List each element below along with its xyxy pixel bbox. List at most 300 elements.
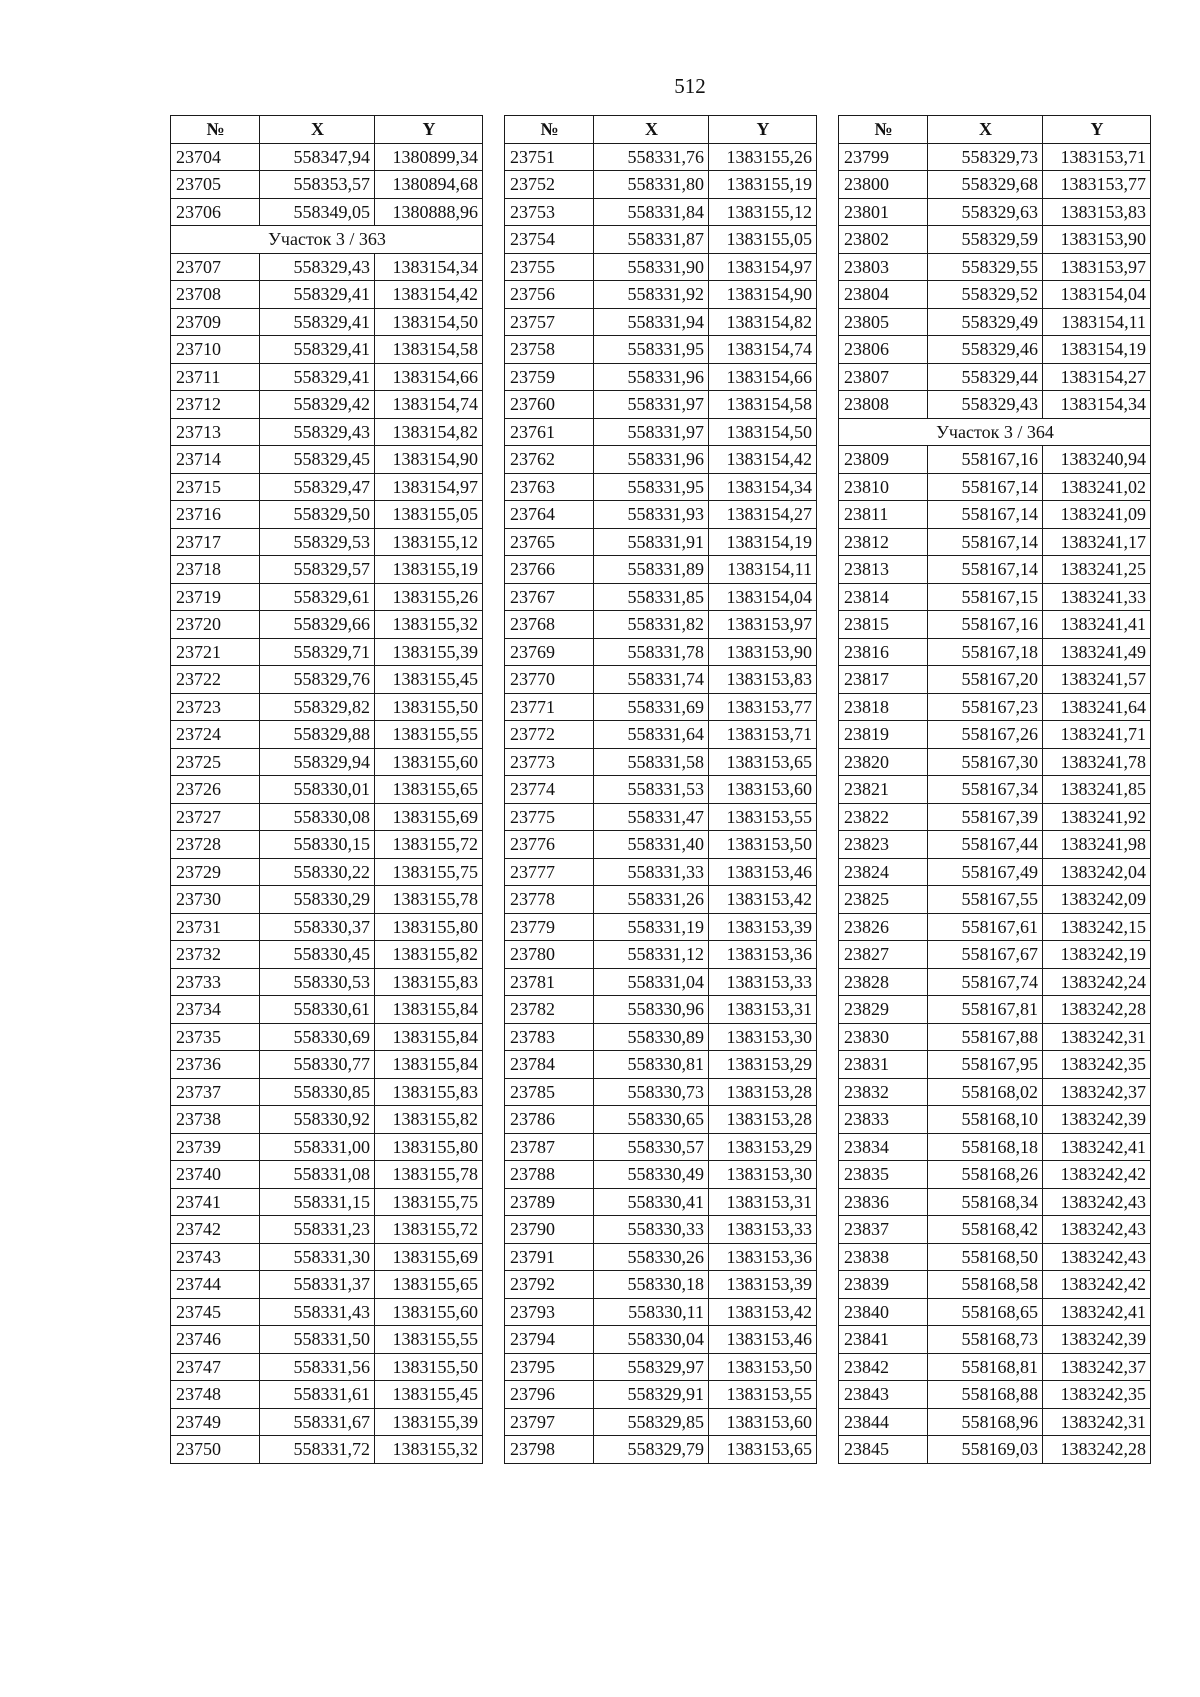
point-number: 23806	[839, 336, 928, 364]
point-number: 23729	[171, 858, 260, 886]
point-number: 23842	[839, 1353, 928, 1381]
table-row	[505, 363, 817, 391]
table-row	[171, 501, 483, 529]
table-header-row	[171, 116, 483, 144]
header-y: Y	[709, 116, 817, 144]
table-row	[505, 1161, 817, 1189]
x-coordinate: 558330,96	[594, 996, 709, 1024]
table-row	[171, 253, 483, 281]
header-x: X	[594, 116, 709, 144]
point-number: 23757	[505, 308, 594, 336]
point-number: 23797	[505, 1408, 594, 1436]
point-number: 23734	[171, 996, 260, 1024]
point-number: 23781	[505, 968, 594, 996]
y-coordinate: 1383155,84	[375, 996, 483, 1024]
table-row	[839, 1188, 1151, 1216]
section-title: Участок 3 / 364	[839, 418, 1151, 446]
point-number: 23713	[171, 418, 260, 446]
table-row	[171, 418, 483, 446]
point-number: 23796	[505, 1381, 594, 1409]
x-coordinate: 558331,97	[594, 418, 709, 446]
x-coordinate: 558331,94	[594, 308, 709, 336]
y-coordinate: 1383153,36	[709, 941, 817, 969]
x-coordinate: 558167,39	[928, 803, 1043, 831]
point-number: 23798	[505, 1436, 594, 1464]
table-row	[505, 638, 817, 666]
x-coordinate: 558330,01	[260, 776, 375, 804]
x-coordinate: 558331,74	[594, 666, 709, 694]
x-coordinate: 558330,81	[594, 1051, 709, 1079]
x-coordinate: 558330,04	[594, 1326, 709, 1354]
x-coordinate: 558329,97	[594, 1353, 709, 1381]
y-coordinate: 1383153,39	[709, 1271, 817, 1299]
point-number: 23801	[839, 198, 928, 226]
point-number: 23783	[505, 1023, 594, 1051]
table-row	[171, 996, 483, 1024]
x-coordinate: 558329,68	[928, 171, 1043, 199]
point-number: 23738	[171, 1106, 260, 1134]
point-number: 23815	[839, 611, 928, 639]
point-number: 23773	[505, 748, 594, 776]
x-coordinate: 558331,72	[260, 1436, 375, 1464]
x-coordinate: 558167,34	[928, 776, 1043, 804]
point-number: 23843	[839, 1381, 928, 1409]
y-coordinate: 1383154,50	[709, 418, 817, 446]
point-number: 23731	[171, 913, 260, 941]
point-number: 23844	[839, 1408, 928, 1436]
y-coordinate: 1383155,83	[375, 968, 483, 996]
y-coordinate: 1383154,34	[1043, 391, 1151, 419]
point-number: 23839	[839, 1271, 928, 1299]
point-number: 23802	[839, 226, 928, 254]
table-row	[839, 253, 1151, 281]
y-coordinate: 1383242,15	[1043, 913, 1151, 941]
y-coordinate: 1383241,09	[1043, 501, 1151, 529]
point-number: 23780	[505, 941, 594, 969]
point-number: 23834	[839, 1133, 928, 1161]
table-row	[171, 583, 483, 611]
point-number: 23722	[171, 666, 260, 694]
table-row	[171, 858, 483, 886]
x-coordinate: 558331,12	[594, 941, 709, 969]
point-number: 23708	[171, 281, 260, 309]
y-coordinate: 1383155,60	[375, 1298, 483, 1326]
table-row	[505, 941, 817, 969]
table-row	[839, 1216, 1151, 1244]
y-coordinate: 1383154,34	[375, 253, 483, 281]
y-coordinate: 1383242,35	[1043, 1381, 1151, 1409]
y-coordinate: 1383241,98	[1043, 831, 1151, 859]
x-coordinate: 558168,02	[928, 1078, 1043, 1106]
coordinates-table-2	[504, 115, 817, 1464]
point-number: 23837	[839, 1216, 928, 1244]
table-row	[839, 1051, 1151, 1079]
x-coordinate: 558167,14	[928, 501, 1043, 529]
point-number: 23739	[171, 1133, 260, 1161]
x-coordinate: 558329,50	[260, 501, 375, 529]
point-number: 23777	[505, 858, 594, 886]
point-number: 23715	[171, 473, 260, 501]
table-row	[171, 666, 483, 694]
x-coordinate: 558329,41	[260, 336, 375, 364]
x-coordinate: 558167,74	[928, 968, 1043, 996]
point-number: 23755	[505, 253, 594, 281]
y-coordinate: 1383155,12	[709, 198, 817, 226]
table-row	[171, 1188, 483, 1216]
y-coordinate: 1383153,77	[709, 693, 817, 721]
x-coordinate: 558329,94	[260, 748, 375, 776]
y-coordinate: 1383242,28	[1043, 996, 1151, 1024]
y-coordinate: 1383242,09	[1043, 886, 1151, 914]
x-coordinate: 558331,76	[594, 143, 709, 171]
y-coordinate: 1383154,82	[375, 418, 483, 446]
x-coordinate: 558330,92	[260, 1106, 375, 1134]
x-coordinate: 558331,96	[594, 446, 709, 474]
point-number: 23817	[839, 666, 928, 694]
y-coordinate: 1383155,55	[375, 1326, 483, 1354]
table-row	[839, 1243, 1151, 1271]
point-number: 23784	[505, 1051, 594, 1079]
table-row	[505, 1326, 817, 1354]
y-coordinate: 1383241,25	[1043, 556, 1151, 584]
point-number: 23838	[839, 1243, 928, 1271]
y-coordinate: 1383154,90	[709, 281, 817, 309]
x-coordinate: 558167,95	[928, 1051, 1043, 1079]
x-coordinate: 558167,14	[928, 528, 1043, 556]
point-number: 23750	[171, 1436, 260, 1464]
x-coordinate: 558329,42	[260, 391, 375, 419]
x-coordinate: 558330,49	[594, 1161, 709, 1189]
point-number: 23827	[839, 941, 928, 969]
x-coordinate: 558168,18	[928, 1133, 1043, 1161]
point-number: 23712	[171, 391, 260, 419]
point-number: 23792	[505, 1271, 594, 1299]
x-coordinate: 558331,15	[260, 1188, 375, 1216]
table-row	[839, 941, 1151, 969]
table-row	[839, 528, 1151, 556]
y-coordinate: 1383242,31	[1043, 1023, 1151, 1051]
y-coordinate: 1383153,50	[709, 1353, 817, 1381]
y-coordinate: 1383154,04	[709, 583, 817, 611]
y-coordinate: 1383154,11	[1043, 308, 1151, 336]
y-coordinate: 1383154,58	[709, 391, 817, 419]
y-coordinate: 1383155,75	[375, 858, 483, 886]
x-coordinate: 558331,26	[594, 886, 709, 914]
y-coordinate: 1383155,65	[375, 776, 483, 804]
x-coordinate: 558331,97	[594, 391, 709, 419]
table-row	[839, 831, 1151, 859]
point-number: 23760	[505, 391, 594, 419]
x-coordinate: 558331,19	[594, 913, 709, 941]
point-number: 23788	[505, 1161, 594, 1189]
table-row	[171, 913, 483, 941]
point-number: 23786	[505, 1106, 594, 1134]
y-coordinate: 1383155,39	[375, 638, 483, 666]
y-coordinate: 1383154,74	[709, 336, 817, 364]
y-coordinate: 1383241,33	[1043, 583, 1151, 611]
table-row	[505, 198, 817, 226]
table-row	[839, 363, 1151, 391]
x-coordinate: 558330,26	[594, 1243, 709, 1271]
x-coordinate: 558168,88	[928, 1381, 1043, 1409]
y-coordinate: 1383154,19	[1043, 336, 1151, 364]
y-coordinate: 1383155,83	[375, 1078, 483, 1106]
table-row	[505, 391, 817, 419]
x-coordinate: 558331,95	[594, 473, 709, 501]
x-coordinate: 558331,33	[594, 858, 709, 886]
x-coordinate: 558329,61	[260, 583, 375, 611]
point-number: 23763	[505, 473, 594, 501]
table-row	[505, 308, 817, 336]
point-number: 23807	[839, 363, 928, 391]
y-coordinate: 1383155,32	[375, 1436, 483, 1464]
y-coordinate: 1383153,29	[709, 1133, 817, 1161]
x-coordinate: 558330,41	[594, 1188, 709, 1216]
point-number: 23759	[505, 363, 594, 391]
x-coordinate: 558331,87	[594, 226, 709, 254]
x-coordinate: 558331,23	[260, 1216, 375, 1244]
point-number: 23808	[839, 391, 928, 419]
table-row	[839, 556, 1151, 584]
point-number: 23809	[839, 446, 928, 474]
y-coordinate: 1383241,64	[1043, 693, 1151, 721]
table-row	[839, 721, 1151, 749]
table-row	[505, 143, 817, 171]
y-coordinate: 1383241,71	[1043, 721, 1151, 749]
x-coordinate: 558167,44	[928, 831, 1043, 859]
point-number: 23720	[171, 611, 260, 639]
y-coordinate: 1383155,60	[375, 748, 483, 776]
table-row	[171, 336, 483, 364]
table-row	[505, 556, 817, 584]
y-coordinate: 1383155,50	[375, 693, 483, 721]
x-coordinate: 558329,44	[928, 363, 1043, 391]
table-row	[171, 198, 483, 226]
y-coordinate: 1383242,35	[1043, 1051, 1151, 1079]
table-row	[839, 1023, 1151, 1051]
table-row	[839, 666, 1151, 694]
point-number: 23733	[171, 968, 260, 996]
point-number: 23841	[839, 1326, 928, 1354]
x-coordinate: 558329,85	[594, 1408, 709, 1436]
y-coordinate: 1383155,45	[375, 666, 483, 694]
table-row	[171, 968, 483, 996]
y-coordinate: 1383155,19	[375, 556, 483, 584]
table-row	[505, 831, 817, 859]
table-row	[505, 803, 817, 831]
table-row	[839, 1381, 1151, 1409]
table-row	[839, 143, 1151, 171]
x-coordinate: 558330,22	[260, 858, 375, 886]
y-coordinate: 1383155,26	[709, 143, 817, 171]
x-coordinate: 558167,88	[928, 1023, 1043, 1051]
point-number: 23832	[839, 1078, 928, 1106]
point-number: 23753	[505, 198, 594, 226]
point-number: 23825	[839, 886, 928, 914]
table-row	[171, 528, 483, 556]
point-number: 23821	[839, 776, 928, 804]
table-row	[505, 1216, 817, 1244]
x-coordinate: 558167,81	[928, 996, 1043, 1024]
point-number: 23790	[505, 1216, 594, 1244]
y-coordinate: 1383242,19	[1043, 941, 1151, 969]
y-coordinate: 1383242,28	[1043, 1436, 1151, 1464]
table-row	[839, 1161, 1151, 1189]
x-coordinate: 558331,37	[260, 1271, 375, 1299]
x-coordinate: 558331,58	[594, 748, 709, 776]
point-number: 23740	[171, 1161, 260, 1189]
table-row	[839, 1271, 1151, 1299]
y-coordinate: 1383154,66	[709, 363, 817, 391]
table-row	[505, 171, 817, 199]
header-number: №	[171, 116, 260, 144]
table-row	[839, 1078, 1151, 1106]
table-row	[839, 171, 1151, 199]
y-coordinate: 1383155,69	[375, 1243, 483, 1271]
x-coordinate: 558329,76	[260, 666, 375, 694]
y-coordinate: 1383153,65	[709, 748, 817, 776]
table-row	[171, 1326, 483, 1354]
x-coordinate: 558330,45	[260, 941, 375, 969]
y-coordinate: 1383155,26	[375, 583, 483, 611]
point-number: 23716	[171, 501, 260, 529]
point-number: 23756	[505, 281, 594, 309]
x-coordinate: 558168,50	[928, 1243, 1043, 1271]
table-row	[171, 1106, 483, 1134]
point-number: 23803	[839, 253, 928, 281]
table-row	[505, 886, 817, 914]
table-row	[505, 1188, 817, 1216]
header-y: Y	[1043, 116, 1151, 144]
x-coordinate: 558167,16	[928, 446, 1043, 474]
y-coordinate: 1383242,37	[1043, 1078, 1151, 1106]
table-row	[505, 1023, 817, 1051]
point-number: 23735	[171, 1023, 260, 1051]
section-row	[839, 418, 1151, 446]
x-coordinate: 558167,14	[928, 556, 1043, 584]
x-coordinate: 558167,18	[928, 638, 1043, 666]
x-coordinate: 558330,08	[260, 803, 375, 831]
y-coordinate: 1383153,33	[709, 968, 817, 996]
y-coordinate: 1383155,72	[375, 1216, 483, 1244]
x-coordinate: 558167,67	[928, 941, 1043, 969]
point-number: 23732	[171, 941, 260, 969]
table-row	[505, 913, 817, 941]
point-number: 23804	[839, 281, 928, 309]
point-number: 23835	[839, 1161, 928, 1189]
y-coordinate: 1383154,97	[709, 253, 817, 281]
point-number: 23818	[839, 693, 928, 721]
table-row	[839, 1326, 1151, 1354]
x-coordinate: 558167,15	[928, 583, 1043, 611]
table-row	[839, 776, 1151, 804]
x-coordinate: 558329,41	[260, 363, 375, 391]
point-number: 23751	[505, 143, 594, 171]
y-coordinate: 1383155,72	[375, 831, 483, 859]
table-row	[839, 308, 1151, 336]
table-row	[839, 226, 1151, 254]
y-coordinate: 1380888,96	[375, 198, 483, 226]
y-coordinate: 1383155,84	[375, 1051, 483, 1079]
point-number: 23761	[505, 418, 594, 446]
x-coordinate: 558330,37	[260, 913, 375, 941]
table-row	[839, 198, 1151, 226]
point-number: 23770	[505, 666, 594, 694]
table-row	[839, 1133, 1151, 1161]
table-row	[839, 968, 1151, 996]
point-number: 23709	[171, 308, 260, 336]
x-coordinate: 558331,08	[260, 1161, 375, 1189]
y-coordinate: 1383242,43	[1043, 1243, 1151, 1271]
point-number: 23744	[171, 1271, 260, 1299]
point-number: 23769	[505, 638, 594, 666]
y-coordinate: 1383155,78	[375, 886, 483, 914]
y-coordinate: 1383153,30	[709, 1023, 817, 1051]
point-number: 23822	[839, 803, 928, 831]
table-row	[505, 418, 817, 446]
table-row	[171, 638, 483, 666]
point-number: 23704	[171, 143, 260, 171]
x-coordinate: 558167,26	[928, 721, 1043, 749]
x-coordinate: 558347,94	[260, 143, 375, 171]
point-number: 23840	[839, 1298, 928, 1326]
x-coordinate: 558330,73	[594, 1078, 709, 1106]
table-row	[505, 611, 817, 639]
y-coordinate: 1383154,82	[709, 308, 817, 336]
y-coordinate: 1383154,27	[709, 501, 817, 529]
point-number: 23754	[505, 226, 594, 254]
x-coordinate: 558353,57	[260, 171, 375, 199]
y-coordinate: 1383153,83	[709, 666, 817, 694]
point-number: 23778	[505, 886, 594, 914]
y-coordinate: 1383241,57	[1043, 666, 1151, 694]
y-coordinate: 1383153,97	[1043, 253, 1151, 281]
table-row	[505, 253, 817, 281]
point-number: 23714	[171, 446, 260, 474]
table-row	[505, 226, 817, 254]
y-coordinate: 1383153,50	[709, 831, 817, 859]
table-row	[505, 858, 817, 886]
y-coordinate: 1383155,39	[375, 1408, 483, 1436]
point-number: 23741	[171, 1188, 260, 1216]
header-y: Y	[375, 116, 483, 144]
x-coordinate: 558168,34	[928, 1188, 1043, 1216]
table-row	[171, 171, 483, 199]
y-coordinate: 1383154,19	[709, 528, 817, 556]
x-coordinate: 558330,57	[594, 1133, 709, 1161]
y-coordinate: 1383154,42	[375, 281, 483, 309]
x-coordinate: 558329,88	[260, 721, 375, 749]
x-coordinate: 558329,73	[928, 143, 1043, 171]
point-number: 23710	[171, 336, 260, 364]
y-coordinate: 1383153,65	[709, 1436, 817, 1464]
x-coordinate: 558331,96	[594, 363, 709, 391]
table-row	[839, 336, 1151, 364]
table-row	[171, 941, 483, 969]
point-number: 23721	[171, 638, 260, 666]
y-coordinate: 1383155,80	[375, 1133, 483, 1161]
table-row	[171, 1298, 483, 1326]
table-row	[505, 446, 817, 474]
x-coordinate: 558168,81	[928, 1353, 1043, 1381]
x-coordinate: 558329,63	[928, 198, 1043, 226]
point-number: 23764	[505, 501, 594, 529]
x-coordinate: 558331,64	[594, 721, 709, 749]
table-row	[171, 1353, 483, 1381]
x-coordinate: 558330,15	[260, 831, 375, 859]
table-row	[171, 611, 483, 639]
y-coordinate: 1383153,36	[709, 1243, 817, 1271]
